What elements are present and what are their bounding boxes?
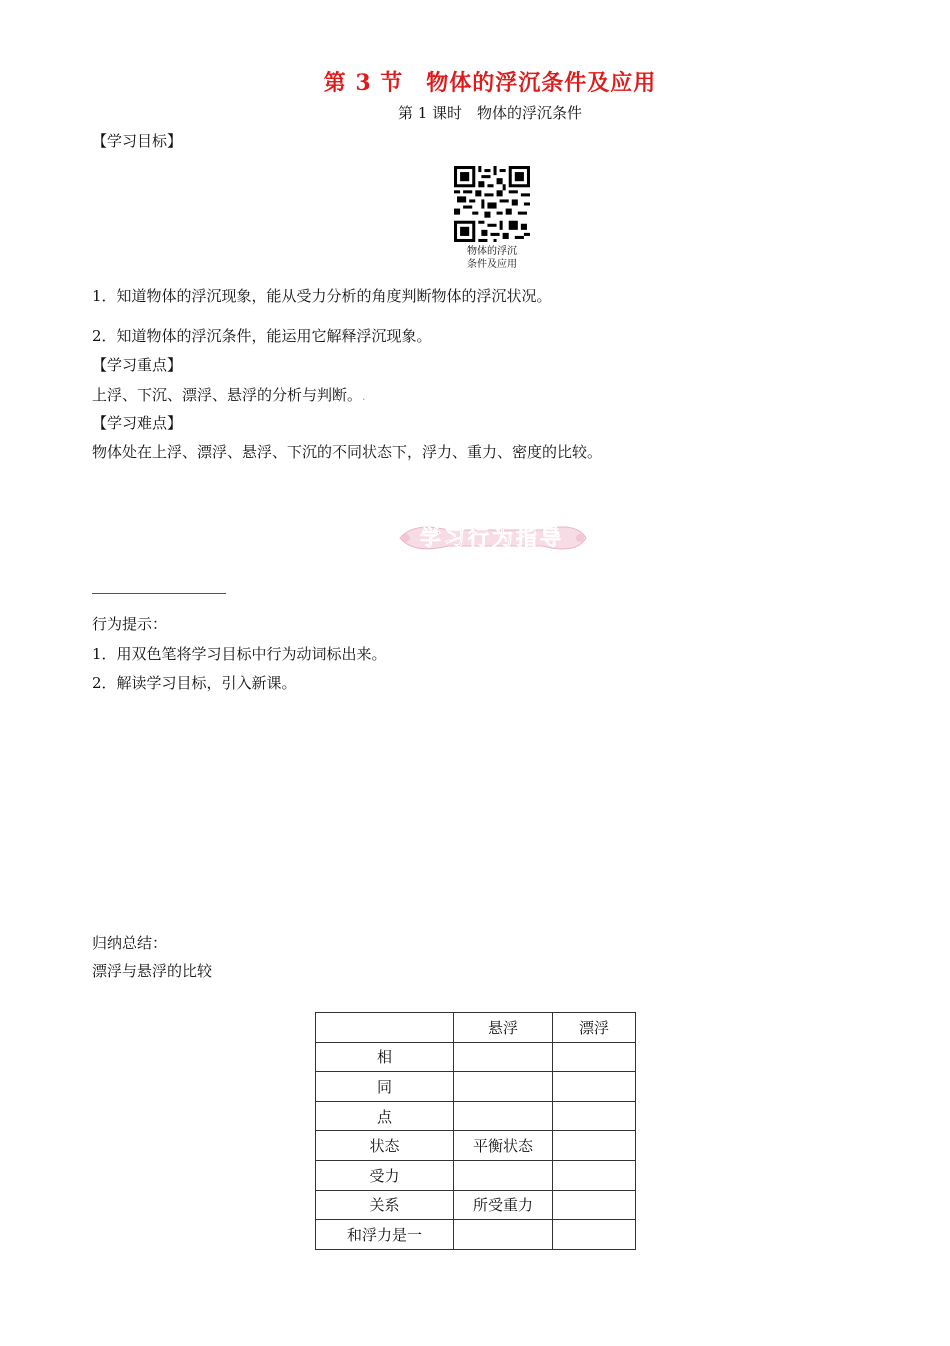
qr-caption-line2: 条件及应用 — [467, 259, 517, 270]
divider-line — [92, 593, 226, 594]
objective-2: 2．知道物体的浮沉条件，能运用它解释浮沉现象。 — [92, 327, 432, 345]
table-cell: 和浮力是一 — [316, 1220, 454, 1250]
banner-text: 学习行为指导 — [420, 526, 564, 550]
qr-caption-line1: 物体的浮沉 — [467, 246, 517, 257]
table-cell: 相 — [316, 1042, 454, 1072]
table-header-row — [316, 1013, 636, 1043]
hint-header: 行为提示： — [92, 615, 168, 633]
table-row — [316, 1101, 636, 1131]
table-cell: 同 — [316, 1072, 454, 1102]
table-cell — [553, 1101, 636, 1131]
table-cell — [553, 1160, 636, 1190]
table-cell: 点 — [316, 1101, 454, 1131]
difficulty-text: 物体处在上浮、漂浮、悬浮、下沉的不同状态下，浮力、重力、密度的比较。 — [92, 443, 603, 461]
table-cell — [553, 1131, 636, 1161]
mark-dot-icon: . — [362, 390, 366, 403]
summary-subheader: 漂浮与悬浮的比较 — [92, 962, 213, 980]
hint-1: 1．用双色笔将学习目标中行为动词标出来。 — [92, 645, 387, 663]
table-row — [316, 1042, 636, 1072]
table-cell — [454, 1220, 553, 1250]
table-cell — [553, 1190, 636, 1220]
qr-code-icon — [454, 166, 530, 242]
qr-caption — [440, 245, 544, 271]
table-cell — [454, 1160, 553, 1190]
table-row — [316, 1190, 636, 1220]
table-row — [316, 1160, 636, 1190]
table-cell: 受力 — [316, 1160, 454, 1190]
key-points-text — [92, 384, 366, 405]
table-row — [316, 1072, 636, 1102]
key-points-content: 上浮、下沉、漂浮、悬浮的分析与判断。 — [92, 386, 363, 404]
lesson-subtitle: 第 1 课时 物体的浮沉条件 — [397, 104, 583, 122]
table-row — [316, 1220, 636, 1250]
table-header-cell: 悬浮 — [454, 1013, 553, 1043]
table-cell: 状态 — [316, 1131, 454, 1161]
key-points-header: 【学习重点】 — [92, 356, 183, 374]
table-cell — [454, 1072, 553, 1102]
table-cell — [454, 1042, 553, 1072]
table-header-cell: 漂浮 — [553, 1013, 636, 1043]
table-header-cell — [316, 1013, 454, 1043]
hint-2: 2．解读学习目标，引入新课。 — [92, 674, 297, 692]
summary-header: 归纳总结： — [92, 934, 168, 952]
study-guide-banner — [392, 520, 592, 556]
table-row — [316, 1131, 636, 1161]
comparison-table — [315, 1012, 636, 1250]
page-title: 第 3 节 物体的浮沉条件及应用 — [323, 70, 657, 96]
table-cell: 关系 — [316, 1190, 454, 1220]
table-cell — [454, 1101, 553, 1131]
table-cell: 平衡状态 — [454, 1131, 553, 1161]
table-cell — [553, 1220, 636, 1250]
difficulty-header: 【学习难点】 — [92, 414, 183, 432]
objectives-header: 【学习目标】 — [92, 132, 183, 150]
table-cell — [553, 1042, 636, 1072]
table-cell: 所受重力 — [454, 1190, 553, 1220]
objective-1: 1．知道物体的浮沉现象，能从受力分析的角度判断物体的浮沉状况。 — [92, 287, 552, 305]
table-cell — [553, 1072, 636, 1102]
